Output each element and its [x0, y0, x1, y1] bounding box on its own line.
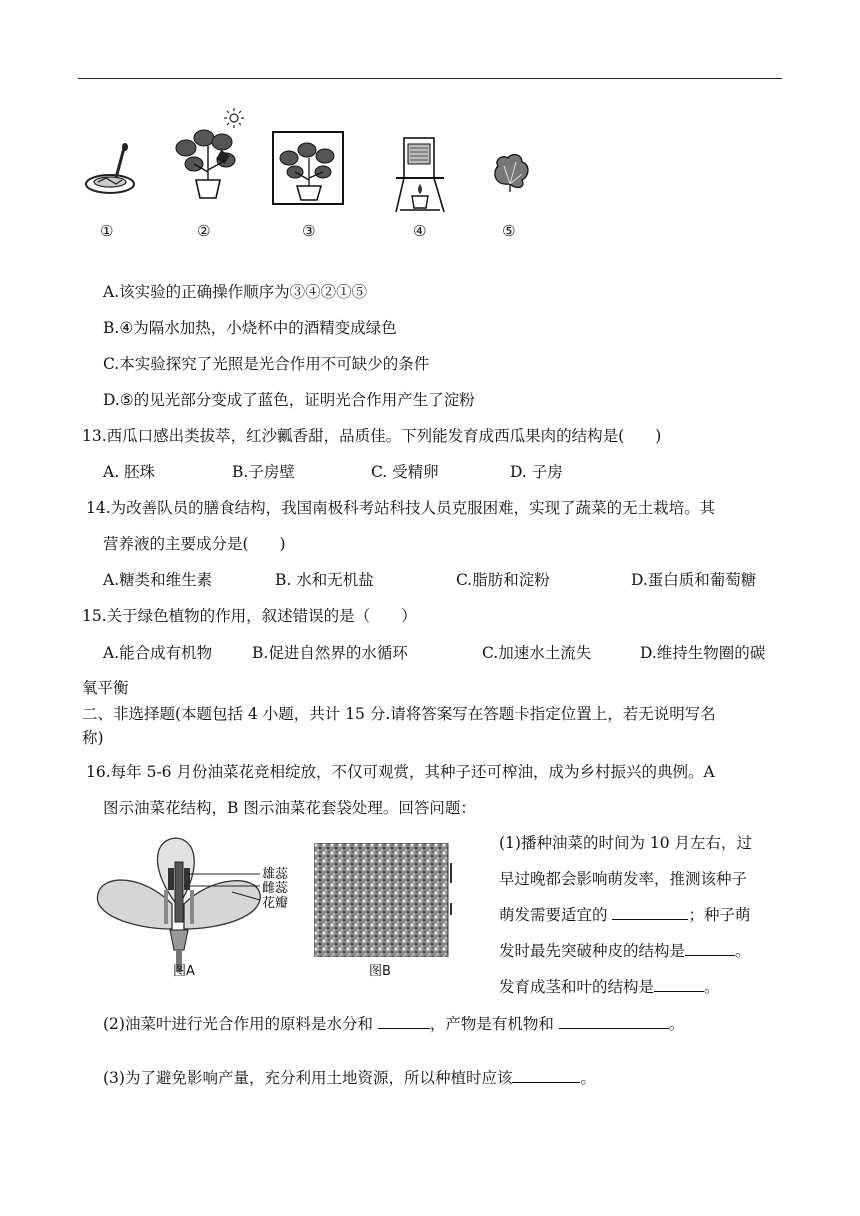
q15-option-c: C.加速水土流失 — [482, 644, 592, 662]
figure-1-petri-dish — [82, 142, 144, 202]
q16-part1-line4-tail: 。 — [735, 942, 751, 960]
q16-stem-line1: 16.每年 5-6 月份油菜花竞相绽放，不仅可观赏，其种子还可榨油，成为乡村振兴的典例。A — [86, 763, 715, 781]
q15-stem: 15.关于绿色植物的作用，叙述错误的是（ ） — [82, 607, 417, 625]
figure-a-rapeseed-flower — [92, 834, 307, 984]
answer-blank-first-structure[interactable] — [685, 941, 735, 956]
q16-part1-line4 — [499, 941, 751, 961]
q14-option-c: C.脂肪和淀粉 — [456, 571, 550, 589]
q16-stem-line2: 图示油菜花结构，B 图示油菜花套袋处理。回答问题： — [103, 799, 476, 817]
q16-part2-mid: ，产物是有机物和 — [429, 1015, 559, 1033]
q13-option-d: D. 子房 — [510, 463, 563, 481]
q16-part2-tail: 。 — [668, 1015, 685, 1033]
q16-part3-text: (3)为了避免影响产量，充分利用土地资源，所以种植时应该 — [103, 1069, 513, 1087]
answer-blank-germination-condition[interactable] — [612, 905, 688, 920]
figure-number-2: ② — [197, 222, 211, 240]
q12-option-b: B.④为隔水加热，小烧杯中的酒精变成绿色 — [103, 319, 397, 337]
q14-option-d: D.蛋白质和葡萄糖 — [631, 571, 757, 589]
q16-part3 — [103, 1068, 596, 1088]
figure-3-plant-in-dark-box — [271, 130, 347, 208]
q12-option-a: A.该实验的正确操作顺序为③④②①⑤ — [103, 283, 368, 301]
answer-blank-photosynthesis-product[interactable] — [559, 1014, 669, 1029]
figure-5-leaf — [490, 152, 532, 196]
label-petal: 花瓣 — [262, 896, 289, 911]
q16-part2-text: (2)油菜叶进行光合作用的原料是水分和 — [103, 1015, 378, 1033]
q16-part1-line3-text: 萌发需要适宜的 — [499, 906, 613, 924]
q16-part2 — [103, 1014, 684, 1034]
q14-stem-line1: 14.为改善队员的膳食结构，我国南极科考站科技人员克服困难，实现了蔬菜的无土栽培。其 — [86, 499, 716, 517]
q15-option-b: B.促进自然界的水循环 — [252, 644, 408, 662]
figure-number-1: ① — [100, 222, 114, 240]
answer-blank-stem-leaf-structure[interactable] — [654, 977, 704, 992]
label-pistil: 雌蕊 — [262, 881, 289, 896]
q16-part1-line1: (1)播种油菜的时间为 10 月左右，过 — [499, 834, 753, 852]
q15-option-d: D.维持生物圈的碳 — [640, 644, 766, 662]
q13-option-c: C. 受精卵 — [371, 463, 439, 481]
figure-b-bagged-flowers — [314, 843, 454, 957]
label-stamen: 雄蕊 — [262, 867, 289, 882]
answer-blank-planting-method[interactable] — [512, 1068, 580, 1083]
header-rule — [78, 78, 782, 79]
figure-4-water-bath — [394, 134, 446, 214]
figure-number-5: ⑤ — [502, 222, 516, 240]
q16-part1-line5-text: 发育成茎和叶的结构是 — [499, 978, 655, 996]
q16-part1-line2: 早过晚都会影响萌发率，推测该种子 — [499, 870, 748, 888]
q13-option-b: B.子房壁 — [232, 463, 295, 481]
q16-part1-line3 — [499, 905, 750, 925]
q15-option-d-continuation: 氧平衡 — [82, 679, 129, 697]
answer-blank-photosynthesis-material[interactable] — [378, 1014, 430, 1029]
q14-option-b: B. 水和无机盐 — [275, 571, 374, 589]
section2-heading-line1: 二、非选择题(本题包括 4 小题，共计 15 分.请将答案写在答题卡指定位置上，若无说明写名 — [82, 705, 716, 723]
q14-stem-line2: 营养液的主要成分是( ) — [103, 535, 286, 553]
q16-part1-line3-tail: ；种子萌 — [688, 906, 751, 924]
figure-number-4: ④ — [413, 222, 427, 240]
section2-heading-line2: 称) — [82, 729, 104, 747]
q16-part1-line4-text: 发时最先突破种皮的结构是 — [499, 942, 686, 960]
q16-part1-line5 — [499, 977, 720, 997]
figure-number-3: ③ — [302, 222, 316, 240]
q16-part3-tail: 。 — [580, 1069, 596, 1087]
figure-b-caption: 图B — [369, 964, 391, 979]
figure-2-plant-in-light — [172, 108, 252, 204]
q16-part1-line5-tail: 。 — [704, 978, 720, 996]
q14-option-a: A.糖类和维生素 — [103, 571, 213, 589]
q12-option-c: C.本实验探究了光照是光合作用不可缺少的条件 — [103, 355, 430, 373]
q13-stem: 13.西瓜口感出类拔萃，红沙瓤香甜，品质佳。下列能发育成西瓜果肉的结构是( ) — [82, 427, 662, 445]
q13-option-a: A. 胚珠 — [103, 463, 156, 481]
figure-a-caption: 图A — [173, 964, 195, 979]
q15-option-a: A.能合成有机物 — [103, 644, 213, 662]
q12-option-d: D.⑤的见光部分变成了蓝色，证明光合作用产生了淀粉 — [103, 391, 475, 409]
